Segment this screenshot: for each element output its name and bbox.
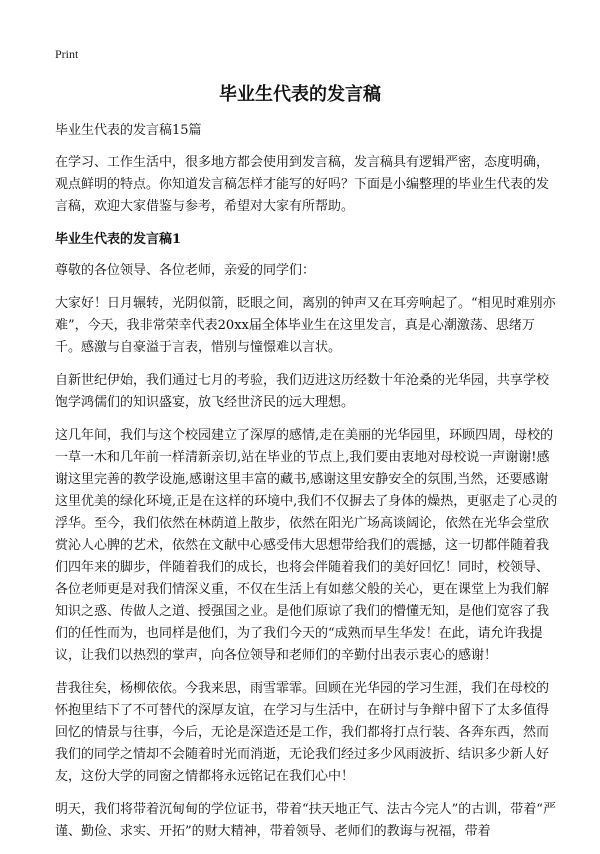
paragraph-memories: 昔我往矣，杨柳依依。今我来思，雨雪霏霏。回顾在光华园的学习生涯，我们在母校的怀抱里结下了不可替代的深厚友谊，在学习与生活中，在研讨与争辩中留下了太多值得回忆的情景与往事，今后，无论是深造还是工作，我们都将打点行装、各奔东西，然而我们的同学之情却不会随着时光而消逝，无论我们经过多少风雨波折、结识多少新人好友，这份大学的同窗之情都将永远铭记在我们心中！	[55, 681, 550, 784]
page-title: 毕业生代表的发言稿	[219, 84, 381, 105]
article-subtitle: 毕业生代表的发言稿15篇	[55, 123, 202, 138]
section-heading: 毕业生代表的发言稿1	[55, 232, 182, 247]
paragraph-salutation: 尊敬的各位领导、各位老师，亲爱的同学们：	[55, 263, 316, 278]
paragraph-tomorrow: 明天，我们将带着沉甸甸的学位证书，带着“扶天地正气、法古今完人”的古训，带着“严谨、勤俭、求实、开拓”的财大精神，带着领导、老师们的教诲与祝福，带着	[55, 802, 556, 839]
paragraph-new-century: 自新世纪伊始，我们通过七月的考验，我们迈进这历经数十年沧桑的光华园，共享学校饱学鸿儒们的知识盛宴，放飞经世济民的远大理想。	[55, 373, 550, 410]
paragraph-greeting: 大家好！日月辗转，光阴似箭，眨眼之间，离别的钟声又在耳旁响起了。“相见时难别亦难”，今天，我非常荣幸代表20xx届全体毕业生在这里发言，真是心潮激荡、思绪万千。感激与自豪溢于言表，惜别与憧憬难以言状。	[55, 296, 556, 355]
intro-paragraph: 在学习、工作生活中，很多地方都会使用到发言稿，发言稿具有逻辑严密，态度明确，观点鲜明的特点。你知道发言稿怎样才能写的好吗？下面是小编整理的毕业生代表的发言稿，欢迎大家借鉴与参考，希望对大家有所帮助。	[55, 155, 550, 214]
print-label: Print	[55, 47, 79, 61]
paragraph-campus-years: 这几年间，我们与这个校园建立了深厚的感情,走在美丽的光华园里，环顾四周，母校的一草一木和几年前一样清新亲切,站在毕业的节点上,我们要由衷地对母校说一声谢谢!感谢这里完善的教学设施,感谢这里丰富的藏书,感谢这里安静安全的氛围,当然，还要感谢这里优美的绿化环境,正是在这样的环境中,我们不仅摒去了身体的燥热，更驱走了心灵的浮华。至今，我们依然在林荫道上散步，依然在阳光广场高谈阔论，依然在光华会堂欣赏沁人心脾的艺术，依然在文献中心感受伟大思想带给我们的震撼，这一切都伴随着我们四年来的脚步，伴随着我们的成长，也将会伴随着我们的美好回忆！同时，校领导、各位老师更是对我们情深义重，不仅在生活上有如慈父般的关心，更在课堂上为我们解知识之惑、传做人之道、授强国之业。是他们原谅了我们的懵懂无知，是他们宽容了我们的任性而为，也同样是他们，为了我们今天的“成熟而早生华发！在此，请允许我提议，让我们以热烈的掌声，向各位领导和老师们的辛勤付出表示衷心的感谢！	[55, 428, 558, 663]
article-body	[55, 120, 560, 854]
